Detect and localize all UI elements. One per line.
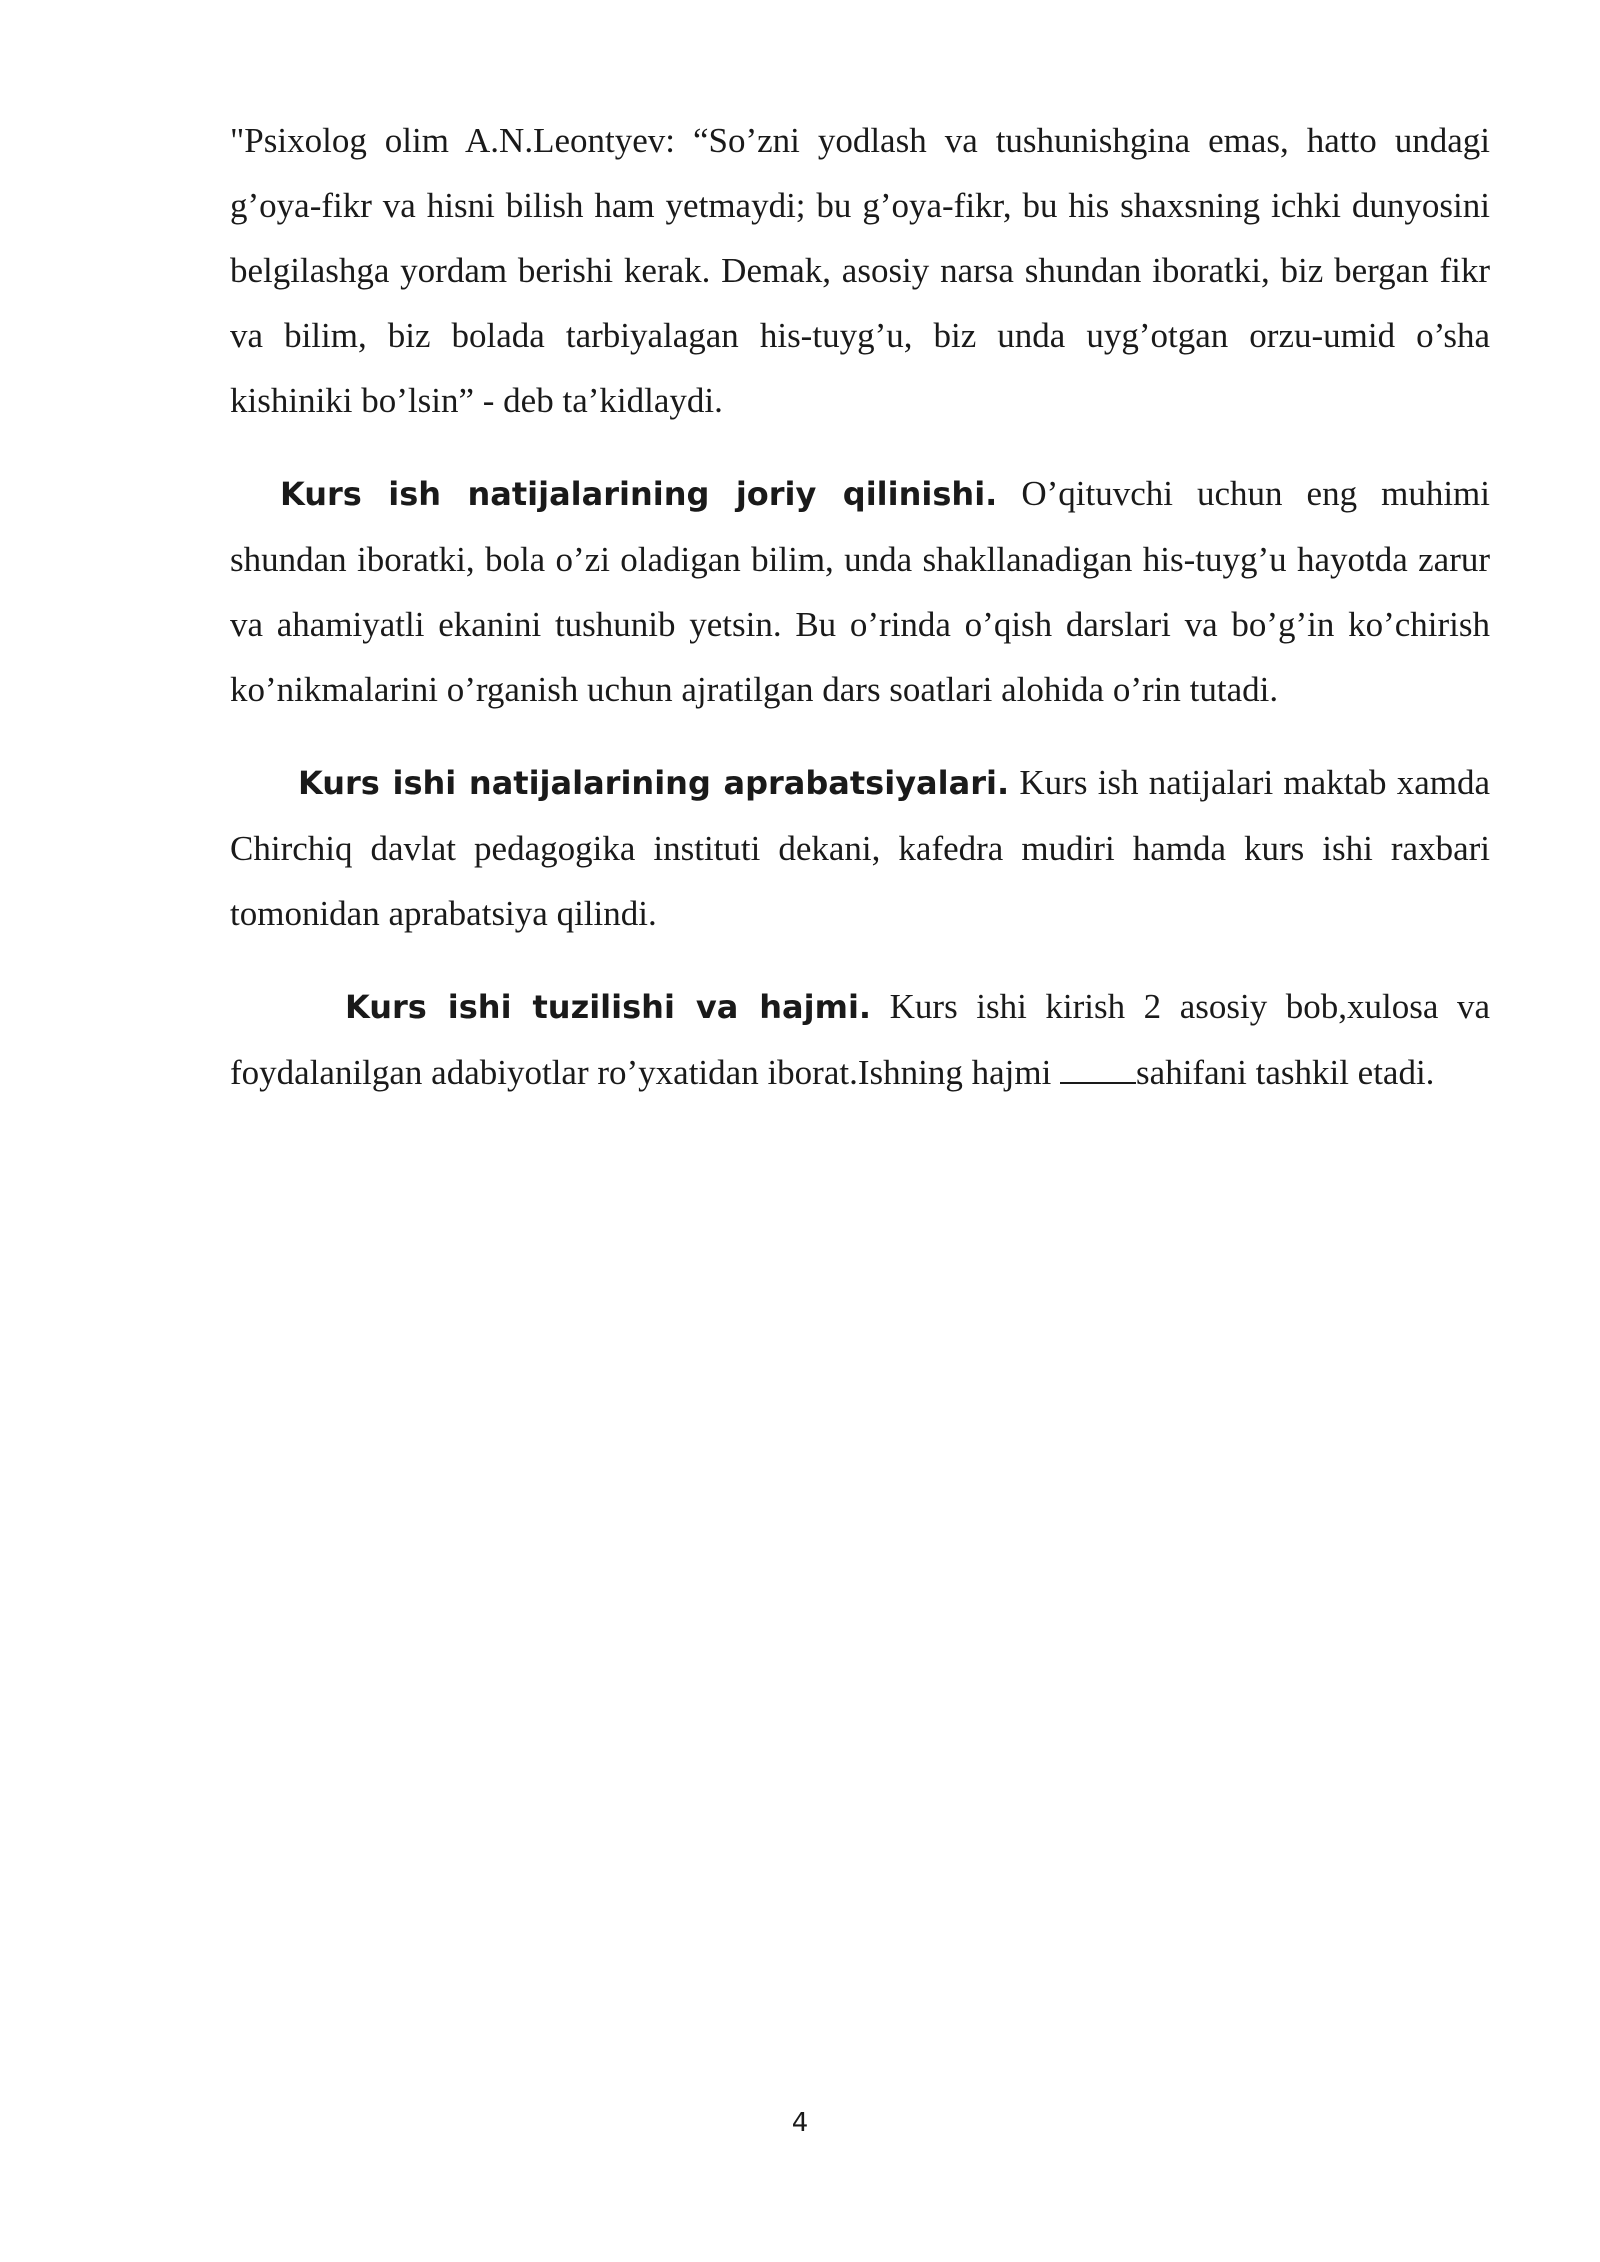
paragraph-leontyev-quote [230, 108, 1490, 433]
indent [230, 987, 345, 1026]
paragraph-implementation [230, 461, 1490, 722]
paragraph-text: Kurs ish natijalari maktab xamda Chirchiq davlat pedagogika instituti dekani, kafedra mudiri hamda kurs ishi raxbari tomonidan aprabatsiya qilindi. [230, 763, 1491, 933]
page-count-blank [1060, 1056, 1136, 1084]
page-content [230, 108, 1490, 1105]
section-heading-structure: Kurs ishi tuzilishi va hajmi. [345, 988, 872, 1026]
section-heading-implementation: Kurs ish natijalarining joriy qilinishi. [280, 475, 998, 513]
paragraph-structure [230, 974, 1490, 1105]
indent [230, 763, 298, 802]
paragraph-text: "Psixolog olim A.N.Leontyev: “So’zni yodlash va tushunishgina emas, hatto undagi g’oya-fikr va hisni bilish ham yetmaydi; bu g’oya-fikr, bu his shaxsning ichki dunyosini belgilashga yordam berishi kerak. Demak, asosiy narsa shundan iboratki, biz bergan fikr va bilim, biz bolada tarbiyalagan his-tuyg’u, biz unda uyg’otgan orzu-umid o’sha kishiniki bo’lsin” - deb ta’kidlaydi. [230, 121, 1490, 420]
paragraph-approbation [230, 750, 1490, 946]
paragraph-text: O’qituvchi uchun eng muhimi shundan iboratki, bola o’zi oladigan bilim, unda shakllanadigan his-tuyg’u hayotda zarur va ahamiyatli ekanini tushunib yetsin. Bu o’rinda o’qish darslari va bo’g’in ko’chirish ko’nikmalarini o’rganish uchun ajratilgan dars soatlari alohida o’rin tutadi. [230, 474, 1490, 709]
section-heading-approbation: Kurs ishi natijalarining aprabatsiyalari. [298, 764, 1010, 802]
paragraph-text-end: sahifani tashkil etadi. [1136, 1053, 1435, 1092]
page-number: 4 [791, 2108, 809, 2138]
paragraph-text: Kurs ishi kirish 2 asosiy bob,xulosa va foydalanilgan adabiyotlar ro’yxatidan iborat.Ishning hajmi [230, 987, 1490, 1092]
indent [230, 474, 280, 513]
